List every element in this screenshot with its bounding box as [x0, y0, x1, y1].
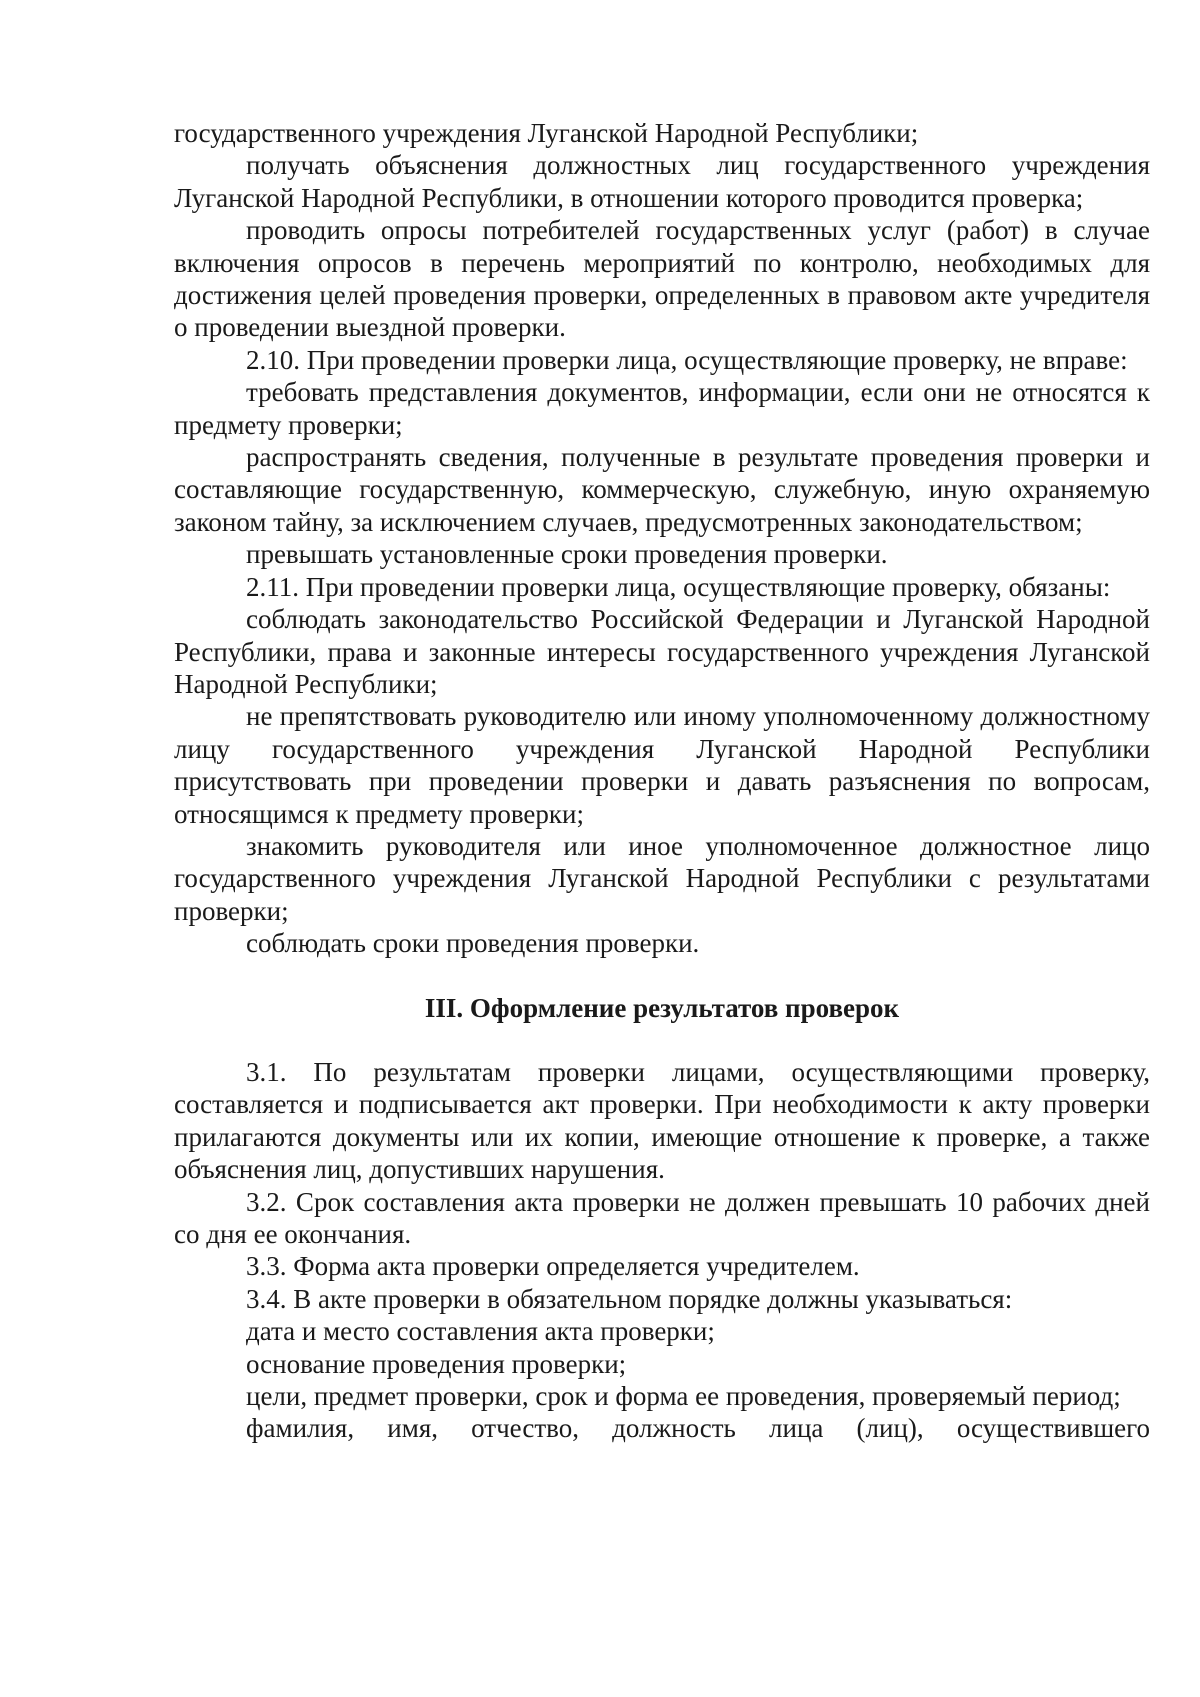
paragraph-p06: распространять сведения, полученные в результате проведения проверки и составляющие государственную, коммерческую, служебную, иную охраняемую законом тайну, за исключением случаев, предусмотренных законодательством;	[174, 442, 1150, 537]
section-heading: III. Оформление результатов проверок	[424, 992, 900, 1023]
paragraph-p11: знакомить руководителя или иное уполномоченное должностное лицо государственного учреждения Луганской Народной Республики с результатами проверки;	[174, 830, 1150, 926]
paragraph-p09: соблюдать законодательство Российской Федерации и Луганской Народной Республики, права и законные интересы государственного учреждения Луганской Народной Республики;	[174, 604, 1150, 699]
paragraph-p20: фамилия, имя, отчество, должность лица (лиц), осуществившего	[246, 1413, 1150, 1444]
paragraph-p10: не препятствовать руководителю или иному уполномоченному должностному лицу государственного учреждения Луганской Народной Республики присутствовать при проведении проверки и давать разъяснения по вопросам, относящимся к предмету проверки;	[174, 701, 1150, 829]
paragraph-p02: получать объяснения должностных лиц государственного учреждения Луганской Народной Республики, в отношении которого проводится проверка;	[174, 150, 1150, 213]
paragraph-p01: государственного учреждения Луганской Народной Республики;	[174, 118, 919, 148]
paragraph-p07: превышать установленные сроки проведения проверки.	[246, 539, 888, 570]
paragraph-p05: требовать представления документов, информации, если они не относятся к предмету проверки;	[174, 377, 1150, 440]
paragraph-p08: 2.11. При проведении проверки лица, осуществляющие проверку, обязаны:	[246, 571, 1111, 602]
paragraph-p13: 3.1. По результатам проверки лицами, осуществляющими проверку, составляется и подписывается акт проверки. При необходимости к акту проверки прилагаются документы или их копии, имеющие отношение к проверке, а также объяснения лиц, допустивших нарушения.	[174, 1056, 1150, 1185]
paragraphs-after-heading	[174, 1056, 1150, 1445]
paragraph-p15: 3.3. Форма акта проверки определяется учредителем.	[246, 1251, 860, 1282]
paragraph-p04: 2.10. При проведении проверки лица, осуществляющие проверку, не вправе:	[246, 344, 1128, 375]
paragraphs-before-heading	[174, 117, 1150, 960]
paragraph-p14: 3.2. Срок составления акта проверки не должен превышать 10 рабочих дней со дня ее окончания.	[174, 1186, 1150, 1249]
paragraph-p12: соблюдать сроки проведения проверки.	[246, 928, 700, 959]
paragraph-p19: цели, предмет проверки, срок и форма ее проведения, проверяемый период;	[246, 1381, 1121, 1412]
paragraph-p18: основание проведения проверки;	[246, 1348, 627, 1379]
paragraph-p16: 3.4. В акте проверки в обязательном порядке должны указываться:	[246, 1283, 1013, 1314]
document-body	[174, 117, 1150, 1445]
paragraph-p03: проводить опросы потребителей государственных услуг (работ) в случае включения опросов в перечень мероприятий по контролю, необходимых для достижения целей проведения проверки, определенных в правовом акте учредителя о проведении выездной проверки.	[174, 215, 1150, 343]
paragraph-p17: дата и место составления акта проверки;	[246, 1316, 715, 1347]
